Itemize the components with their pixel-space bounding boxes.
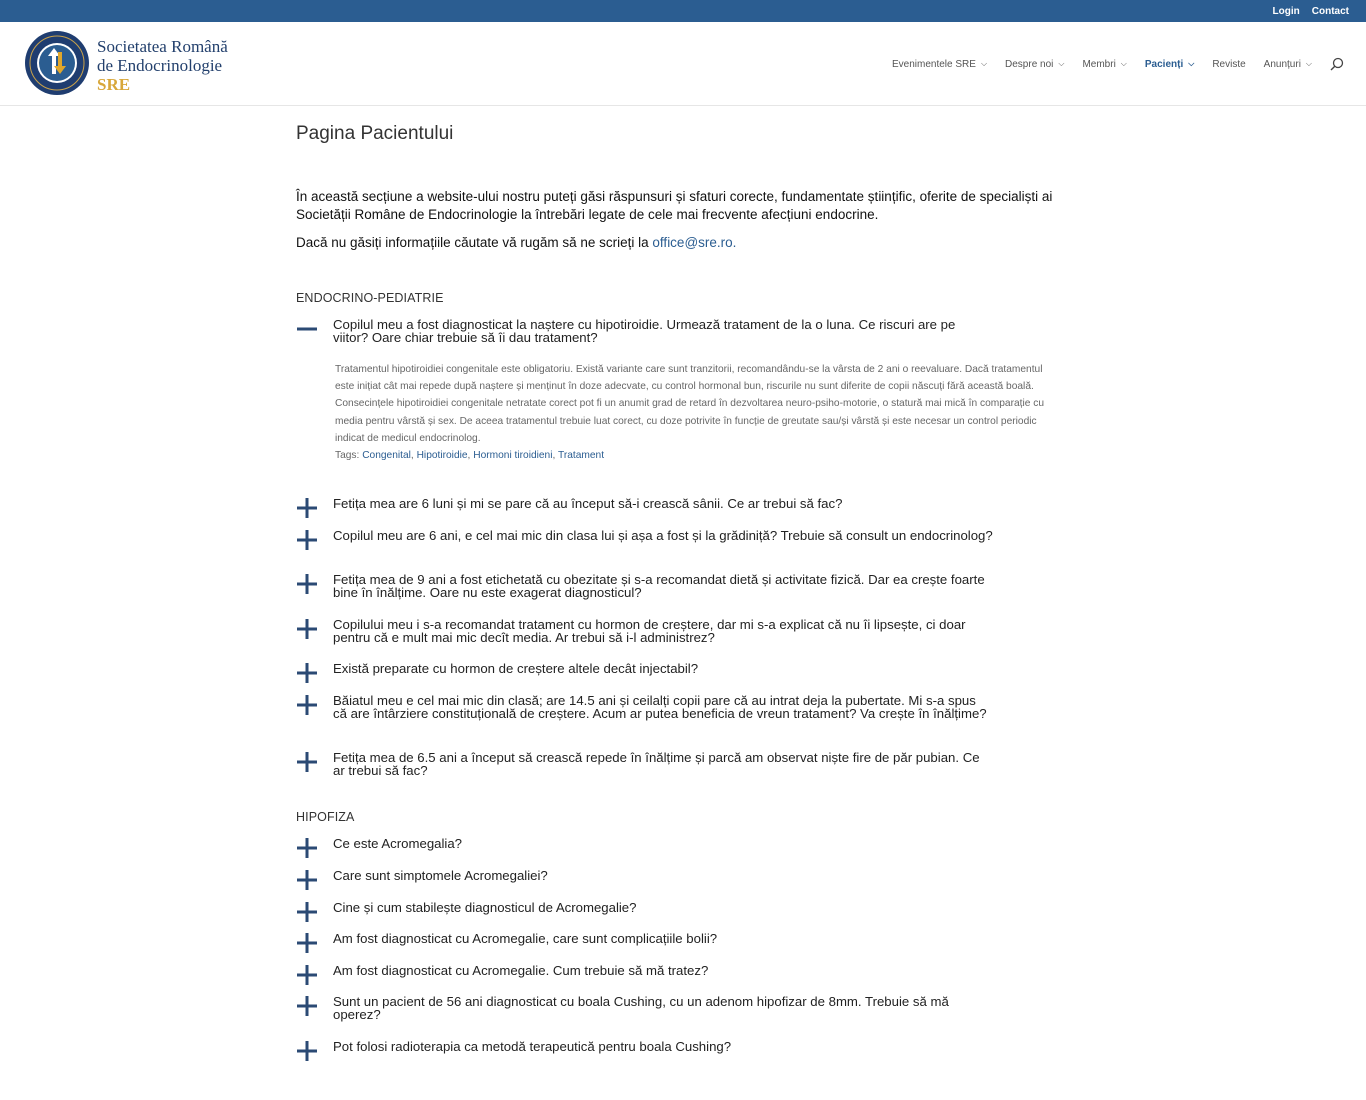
plus-icon[interactable] (296, 964, 318, 986)
faq-question[interactable]: Cine și cum stabilește diagnosticul de Acromegalie? (333, 900, 637, 915)
faq-question[interactable]: Fetița mea de 9 ani a fost etichetată cu obezitate și s-a recomandat dietă și activitate fizică. Dar ea crește foarte bine în înălțime. Oare nu este exagerat diagnosticul? (333, 572, 985, 600)
nav-item-pacienti[interactable] (1145, 59, 1194, 70)
contact-text (296, 234, 1076, 252)
tag-link[interactable]: Congenital (362, 450, 411, 462)
faq-question[interactable]: Am fost diagnosticat cu Acromegalie. Cum trebuie să mă tratez? (333, 963, 709, 978)
nav-item-membri[interactable] (1082, 59, 1126, 70)
minus-icon[interactable] (296, 318, 318, 340)
chevron-down-icon: ⌵ (1188, 59, 1195, 68)
plus-icon[interactable] (296, 573, 318, 595)
search-icon[interactable] (1330, 57, 1344, 71)
section-title-endocrino-pediatrie: ENDOCRINO-PEDIATRIE (296, 291, 444, 305)
faq-question[interactable]: Băiatul meu e cel mai mic din clasă; are 14.5 ani și ceilalți copii pare că au intrat deja la pubertate. Mi s-a spus că are întârziere constituțională de creștere. Acum ar putea beneficia de vreun tratament? Va crește în înălțime? (333, 693, 987, 721)
site-header (0, 22, 1366, 106)
faq-question[interactable]: Fetița mea de 6.5 ani a început să crească repede în înălțime și parcă am observat niște fire de păr pubian. Ce ar trebui să fac? (333, 750, 980, 778)
answer-text: Tratamentul hipotiroidiei congenitale este obligatoriu. Există variante care sunt tranzitorii, recomandându-se la vârsta de 2 ani o reevaluare. Dacă tratamentul este inițiat cât mai repede după naștere și menținut în doze adecvate, cu control hormonal bun, riscurile nu sunt diferite de copii născuți fără această boală. Consecințele hipotiroidiei congenitale netratate corect pot fi un anumit grad de retard în dezvoltarea neuro-psiho-motorie, o statură mai mică în comparație cu media pentru vârstă și sex. De aceea tratamentul trebuie luat corect, cu doze potrivite în funcție de greutate sau/și vârstă și este necesar un control periodic (335, 364, 1044, 427)
nav-item-despre-noi[interactable] (1005, 59, 1064, 70)
chevron-down-icon: ⌵ (1120, 59, 1127, 68)
brand-line-1: Societatea Română (97, 37, 228, 56)
faq-question[interactable]: Am fost diagnosticat cu Acromegalie, care sunt complicațiile bolii? (333, 931, 718, 946)
tag-link[interactable]: Tratament (557, 450, 605, 462)
nav-item-anunturi[interactable] (1264, 59, 1312, 70)
plus-icon[interactable] (296, 837, 318, 859)
faq-question[interactable]: Sunt un pacient de 56 ani diagnosticat cu boala Cushing, cu un adenom hipofizar de 8mm. Trebuie să mă operez? (333, 994, 949, 1022)
nav-item-reviste[interactable] (1212, 59, 1245, 70)
faq-answer (335, 361, 1060, 464)
plus-icon[interactable] (296, 751, 318, 773)
faq-question[interactable]: Care sunt simptomele Acromegaliei? (333, 868, 548, 883)
top-bar (0, 0, 1366, 22)
faq-question[interactable]: Copilului meu i s-a recomandat tratament cu hormon de creștere, dar mi s-a explicat că nu îi lipsește, ci doar pentru că e mult mai mic decît media. Ar trebui să i-l administrez? (333, 617, 966, 645)
tag-link[interactable]: Hormoni tiroidieni (473, 450, 553, 462)
plus-icon[interactable] (296, 1040, 318, 1062)
brand-line-2: de Endocrinologie (97, 56, 223, 75)
chevron-down-icon: ⌵ (1305, 59, 1312, 68)
main-nav (874, 22, 1344, 106)
intro-text: În această secțiune a website-ului nostru puteți găsi răspunsuri și sfaturi corecte, fundamentate științific, oferite de specialiști ai Societății Române de Endocrinologie la întrebări legate de cele mai frecvente afecțiuni endocrine. (296, 189, 1053, 222)
tags-label: Tags: (335, 450, 363, 462)
plus-icon[interactable] (296, 694, 318, 716)
contact-link[interactable]: Contact (1311, 5, 1349, 17)
nav-label: Pacienți (1144, 58, 1184, 70)
plus-icon[interactable] (296, 662, 318, 684)
faq-question[interactable]: Există preparate cu hormon de creștere altele decât injectabil? (333, 661, 699, 676)
faq-question[interactable]: Fetița mea are 6 luni și mi se pare că au început să-i crească sânii. Ce ar trebui să fac? (333, 496, 843, 511)
brand-name[interactable] (97, 37, 228, 95)
chevron-down-icon: ⌵ (980, 59, 988, 68)
plus-icon[interactable] (296, 497, 318, 519)
nav-label: Membri (1082, 58, 1116, 70)
faq-question[interactable]: Copilul meu a fost diagnosticat la naștere cu hipotiroidie. Urmează tratament de la o luna. Ce riscuri are pe viitor? Oare chiar trebuie să îi dau tratament? (333, 317, 956, 345)
nav-label: Evenimentele SRE (892, 58, 976, 70)
tag-link[interactable]: Hipotiroidie (416, 450, 468, 462)
contact-prefix: Dacă nu găsiți informațiile căutate vă rugăm să ne scrieți la (296, 235, 653, 250)
nav-label: Anunțuri (1263, 58, 1301, 70)
plus-icon[interactable] (296, 995, 318, 1017)
brand-line-3: SRE (97, 75, 131, 94)
section-title-hipofiza: HIPOFIZA (296, 810, 355, 824)
chevron-down-icon: ⌵ (1058, 59, 1065, 68)
nav-label: Reviste (1212, 58, 1246, 70)
sre-seal-logo-icon[interactable] (24, 30, 90, 96)
plus-icon[interactable] (296, 932, 318, 954)
nav-item-evenimente[interactable] (892, 59, 987, 70)
faq-question[interactable]: Copilul meu are 6 ani, e cel mai mic din clasa lui și așa a fost și la grădiniță? Trebuie să consult un endocrinolog? (333, 528, 993, 543)
nav-label: Despre noi (1005, 58, 1054, 70)
answer-tags: Tags: Congenital, Hipotiroidie, Hormoni tiroidieni, Tratament (335, 450, 605, 462)
faq-question[interactable]: Pot folosi radioterapia ca metodă terapeutică pentru boala Cushing? (333, 1039, 732, 1054)
answer-text-end: indicat de medicul endocrinolog. (335, 432, 481, 444)
plus-icon[interactable] (296, 869, 318, 891)
faq-question[interactable]: Ce este Acromegalia? (333, 836, 463, 851)
top-links (1273, 0, 1349, 22)
login-link[interactable]: Login (1272, 5, 1300, 17)
plus-icon[interactable] (296, 529, 318, 551)
plus-icon[interactable] (296, 901, 318, 923)
email-link[interactable]: office@sre.ro. (652, 235, 737, 250)
page-title: Pagina Pacientului (296, 123, 454, 144)
plus-icon[interactable] (296, 618, 318, 640)
